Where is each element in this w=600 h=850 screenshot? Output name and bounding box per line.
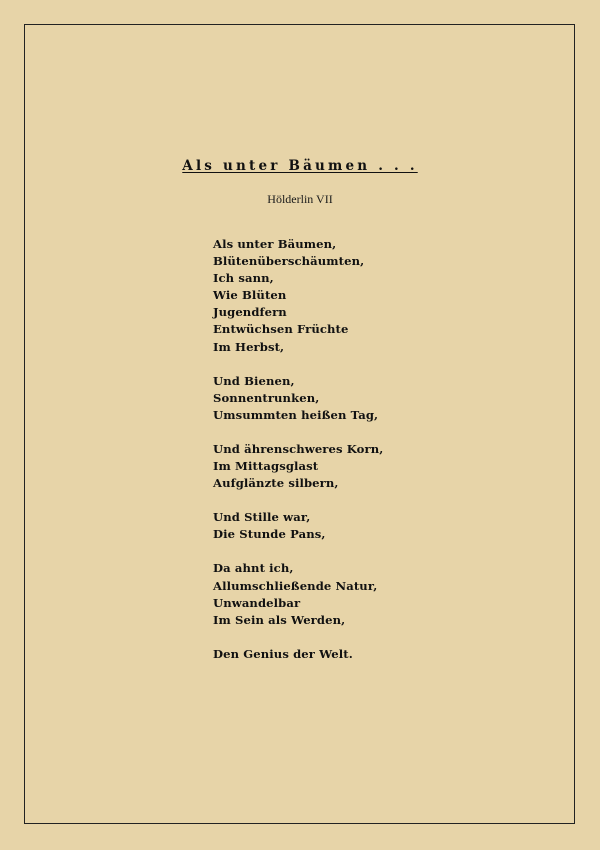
poem-line: Und Stille war, bbox=[213, 510, 311, 525]
poem-line: Als unter Bäumen, bbox=[213, 237, 337, 251]
poem-line: Wie Blüten bbox=[213, 288, 287, 303]
poem-line: Und ährenschweres Korn, bbox=[213, 441, 384, 456]
poem-line: Unwandelbar bbox=[213, 595, 301, 610]
poem-line: Entwüchsen Früchte bbox=[213, 322, 349, 337]
poem-line: Und Bienen, bbox=[213, 373, 295, 388]
stanza-2 bbox=[213, 373, 543, 424]
stanza-6 bbox=[213, 646, 543, 663]
poem-line: Allumschließende Natur, bbox=[213, 578, 378, 593]
poem-line: Ich sann, bbox=[213, 271, 274, 286]
poem-line: Im Sein als Werden, bbox=[213, 612, 346, 627]
stanza-3 bbox=[213, 441, 543, 492]
poem-line: Jugendfern bbox=[213, 305, 287, 320]
poem-subtitle: Hölderlin VII bbox=[267, 192, 333, 206]
stanza-4 bbox=[213, 509, 543, 543]
poem-line: Umsummten heißen Tag, bbox=[213, 407, 379, 422]
poem-title: Als unter Bäumen . . . bbox=[182, 158, 418, 174]
poem-line: Sonnentrunken, bbox=[213, 390, 320, 405]
poem-line: Im Mittagsglast bbox=[213, 459, 319, 474]
stanza-5 bbox=[213, 560, 543, 628]
poem-line: Im Herbst, bbox=[213, 339, 285, 354]
poem-line: Die Stunde Pans, bbox=[213, 527, 326, 542]
poem-line: Blütenüberschäumten, bbox=[213, 254, 365, 269]
poem-line: Da ahnt ich, bbox=[213, 561, 294, 576]
poem-body bbox=[213, 236, 543, 680]
stanza-1 bbox=[213, 236, 543, 356]
poem-line: Den Genius der Welt. bbox=[213, 646, 353, 661]
poem-line: Aufglänzte silbern, bbox=[213, 476, 339, 491]
